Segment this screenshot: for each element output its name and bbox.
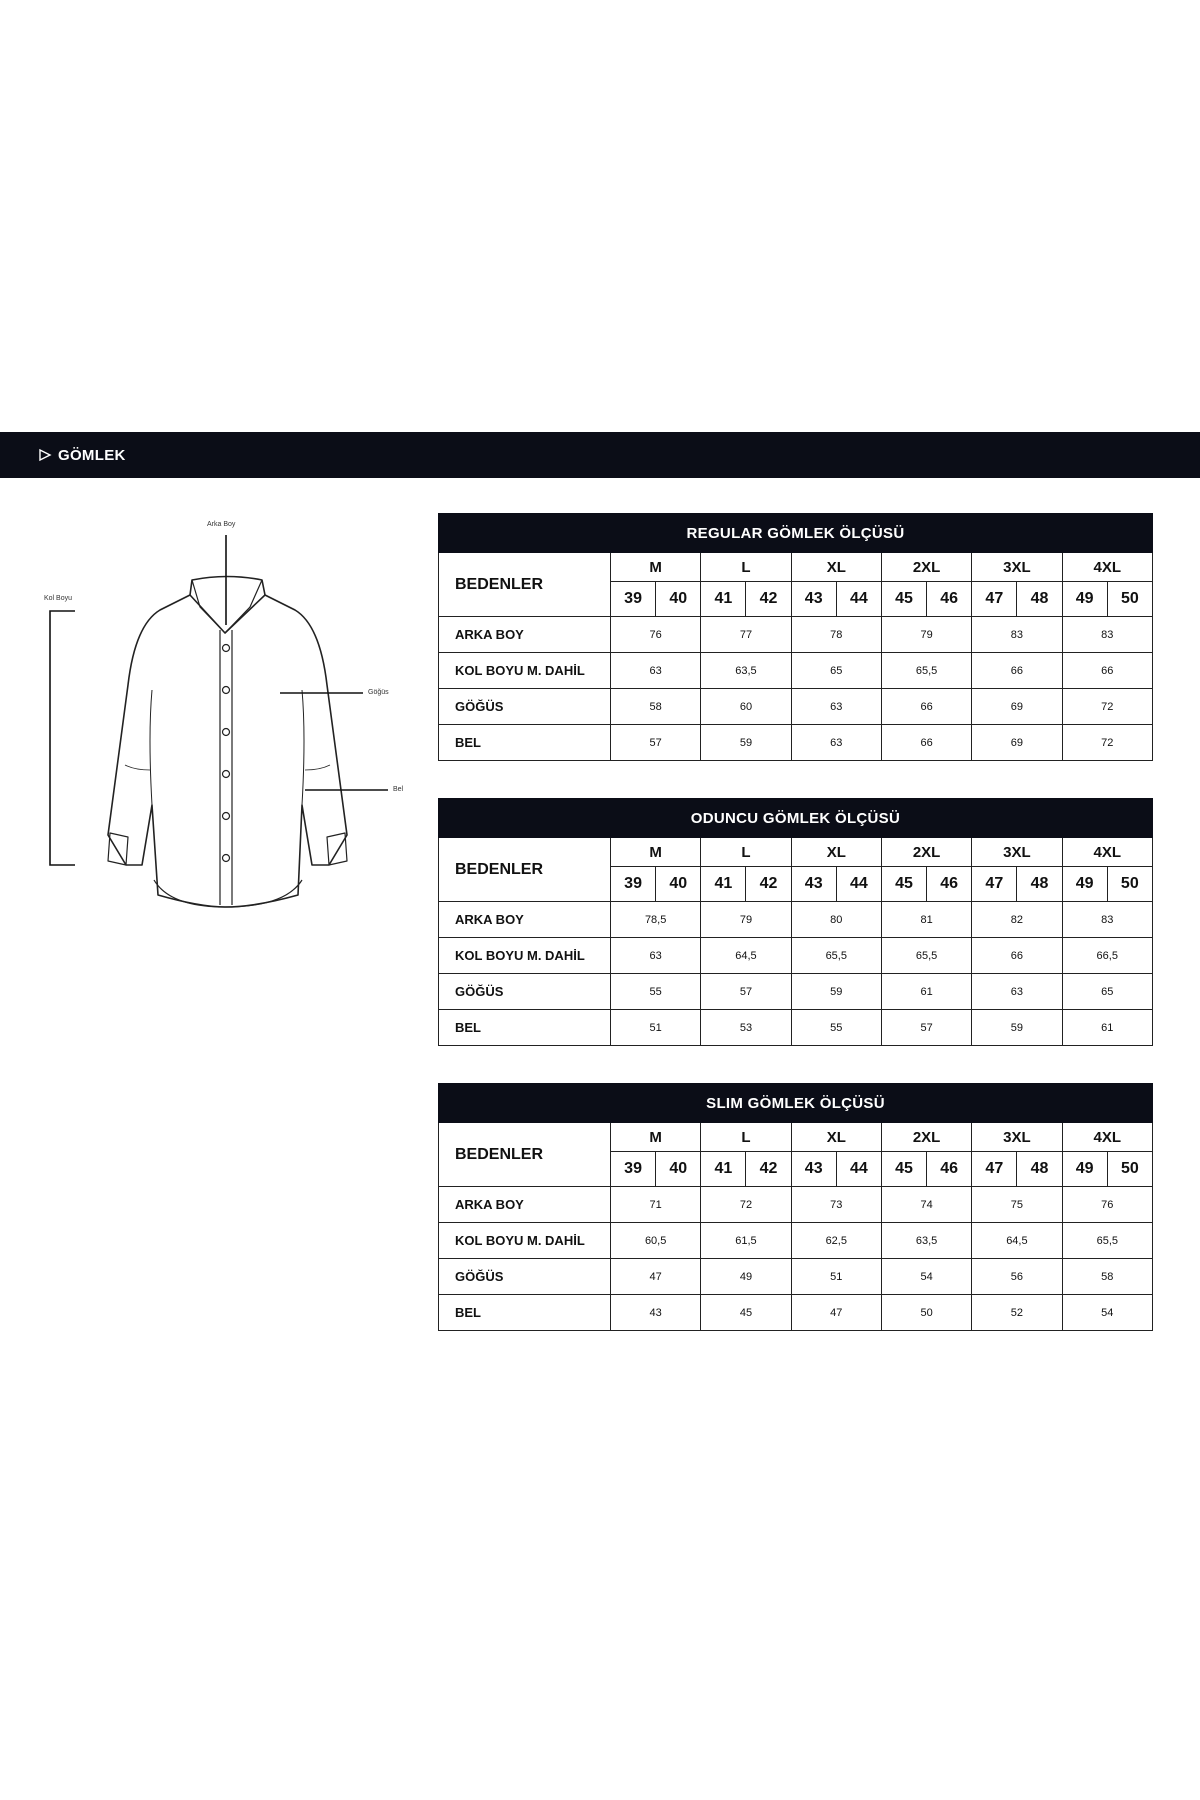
value-cell: 63 — [791, 725, 881, 761]
size-number: 40 — [656, 1152, 701, 1187]
value-cell: 55 — [791, 1010, 881, 1046]
row-label: KOL BOYU M. DAHİL — [439, 938, 611, 974]
value-cell: 62,5 — [791, 1223, 881, 1259]
value-cell: 76 — [611, 617, 701, 653]
size-number: 46 — [927, 867, 972, 902]
size-header: L — [701, 1123, 791, 1152]
value-cell: 80 — [791, 902, 881, 938]
value-cell: 63 — [611, 653, 701, 689]
value-cell: 54 — [1062, 1295, 1152, 1331]
table-row — [439, 1010, 1153, 1046]
value-cell: 49 — [701, 1259, 791, 1295]
size-number: 49 — [1062, 582, 1107, 617]
value-cell: 76 — [1062, 1187, 1152, 1223]
row-label: GÖĞÜS — [439, 974, 611, 1010]
size-number: 45 — [881, 1152, 926, 1187]
table-title: SLIM GÖMLEK ÖLÇÜSÜ — [439, 1084, 1153, 1123]
table-title: ODUNCU GÖMLEK ÖLÇÜSÜ — [439, 799, 1153, 838]
table-row — [439, 1295, 1153, 1331]
value-cell: 60 — [701, 689, 791, 725]
value-cell: 57 — [611, 725, 701, 761]
value-cell: 79 — [881, 617, 971, 653]
size-table-slim — [438, 1083, 1152, 1331]
value-cell: 78 — [791, 617, 881, 653]
value-cell: 50 — [881, 1295, 971, 1331]
value-cell: 66 — [881, 689, 971, 725]
size-number: 49 — [1062, 867, 1107, 902]
size-number: 43 — [791, 1152, 836, 1187]
bedenler-header: BEDENLER — [439, 553, 611, 617]
size-number: 40 — [656, 582, 701, 617]
table-row — [439, 902, 1153, 938]
size-header: M — [611, 553, 701, 582]
size-table-regular — [438, 513, 1152, 761]
row-label: GÖĞÜS — [439, 689, 611, 725]
row-label: BEL — [439, 725, 611, 761]
value-cell: 63,5 — [701, 653, 791, 689]
row-label: KOL BOYU M. DAHİL — [439, 653, 611, 689]
section-header — [0, 432, 1200, 478]
value-cell: 51 — [611, 1010, 701, 1046]
size-header: L — [701, 838, 791, 867]
value-cell: 75 — [972, 1187, 1062, 1223]
gogus-label: Göğüs — [368, 689, 389, 696]
size-number: 41 — [701, 867, 746, 902]
value-cell: 59 — [791, 974, 881, 1010]
value-cell: 59 — [972, 1010, 1062, 1046]
value-cell: 57 — [701, 974, 791, 1010]
size-header: 4XL — [1062, 1123, 1152, 1152]
value-cell: 47 — [791, 1295, 881, 1331]
value-cell: 73 — [791, 1187, 881, 1223]
row-label: KOL BOYU M. DAHİL — [439, 1223, 611, 1259]
value-cell: 55 — [611, 974, 701, 1010]
size-number: 40 — [656, 867, 701, 902]
table-row — [439, 1223, 1153, 1259]
size-number: 39 — [611, 867, 656, 902]
value-cell: 74 — [881, 1187, 971, 1223]
size-header: XL — [791, 1123, 881, 1152]
shirt-illustration — [40, 515, 420, 915]
value-cell: 81 — [881, 902, 971, 938]
size-number: 41 — [701, 1152, 746, 1187]
value-cell: 58 — [1062, 1259, 1152, 1295]
value-cell: 64,5 — [972, 1223, 1062, 1259]
size-number: 50 — [1107, 1152, 1152, 1187]
size-number: 47 — [972, 867, 1017, 902]
value-cell: 61 — [881, 974, 971, 1010]
size-header: 2XL — [881, 1123, 971, 1152]
table-row — [439, 1259, 1153, 1295]
size-table-oduncu — [438, 798, 1152, 1046]
value-cell: 71 — [611, 1187, 701, 1223]
value-cell: 66 — [1062, 653, 1152, 689]
size-number: 48 — [1017, 867, 1062, 902]
size-number: 42 — [746, 867, 791, 902]
size-header: 3XL — [972, 838, 1062, 867]
table-row — [439, 1187, 1153, 1223]
section-title: GÖMLEK — [58, 446, 126, 464]
value-cell: 60,5 — [611, 1223, 701, 1259]
size-header: L — [701, 553, 791, 582]
row-label: GÖĞÜS — [439, 1259, 611, 1295]
value-cell: 77 — [701, 617, 791, 653]
value-cell: 72 — [701, 1187, 791, 1223]
value-cell: 65 — [791, 653, 881, 689]
row-label: BEL — [439, 1295, 611, 1331]
size-header: M — [611, 1123, 701, 1152]
value-cell: 59 — [701, 725, 791, 761]
size-number: 41 — [701, 582, 746, 617]
value-cell: 69 — [972, 725, 1062, 761]
size-number: 39 — [611, 1152, 656, 1187]
arka-boy-label: Arka Boy — [207, 521, 236, 528]
value-cell: 45 — [701, 1295, 791, 1331]
value-cell: 63 — [611, 938, 701, 974]
size-number: 42 — [746, 1152, 791, 1187]
size-number: 49 — [1062, 1152, 1107, 1187]
value-cell: 83 — [1062, 902, 1152, 938]
size-number: 44 — [836, 1152, 881, 1187]
size-number: 43 — [791, 867, 836, 902]
value-cell: 83 — [1062, 617, 1152, 653]
size-number: 47 — [972, 582, 1017, 617]
size-number: 44 — [836, 867, 881, 902]
value-cell: 57 — [881, 1010, 971, 1046]
row-label: ARKA BOY — [439, 902, 611, 938]
value-cell: 63,5 — [881, 1223, 971, 1259]
size-header: M — [611, 838, 701, 867]
value-cell: 65,5 — [1062, 1223, 1152, 1259]
size-number: 46 — [927, 582, 972, 617]
table-row — [439, 689, 1153, 725]
value-cell: 54 — [881, 1259, 971, 1295]
value-cell: 69 — [972, 689, 1062, 725]
table-row — [439, 974, 1153, 1010]
row-label: ARKA BOY — [439, 617, 611, 653]
size-number: 43 — [791, 582, 836, 617]
size-header: XL — [791, 553, 881, 582]
value-cell: 47 — [611, 1259, 701, 1295]
shirt-measurement-diagram — [40, 515, 420, 915]
value-cell: 65 — [1062, 974, 1152, 1010]
value-cell: 56 — [972, 1259, 1062, 1295]
value-cell: 65,5 — [881, 653, 971, 689]
table-row — [439, 617, 1153, 653]
size-number: 48 — [1017, 582, 1062, 617]
bedenler-header: BEDENLER — [439, 1123, 611, 1187]
value-cell: 58 — [611, 689, 701, 725]
size-number: 44 — [836, 582, 881, 617]
table-row — [439, 938, 1153, 974]
value-cell: 66 — [881, 725, 971, 761]
value-cell: 64,5 — [701, 938, 791, 974]
size-number: 45 — [881, 867, 926, 902]
value-cell: 66,5 — [1062, 938, 1152, 974]
size-header: 4XL — [1062, 553, 1152, 582]
value-cell: 53 — [701, 1010, 791, 1046]
size-header: 2XL — [881, 553, 971, 582]
size-number: 50 — [1107, 582, 1152, 617]
value-cell: 65,5 — [881, 938, 971, 974]
value-cell: 79 — [701, 902, 791, 938]
size-header: 2XL — [881, 838, 971, 867]
value-cell: 52 — [972, 1295, 1062, 1331]
row-label: ARKA BOY — [439, 1187, 611, 1223]
value-cell: 83 — [972, 617, 1062, 653]
table-row — [439, 725, 1153, 761]
size-header: XL — [791, 838, 881, 867]
value-cell: 66 — [972, 653, 1062, 689]
value-cell: 63 — [972, 974, 1062, 1010]
size-header: 3XL — [972, 1123, 1062, 1152]
size-number: 45 — [881, 582, 926, 617]
value-cell: 82 — [972, 902, 1062, 938]
value-cell: 43 — [611, 1295, 701, 1331]
table-row — [439, 653, 1153, 689]
size-number: 42 — [746, 582, 791, 617]
size-number: 39 — [611, 582, 656, 617]
size-number: 50 — [1107, 867, 1152, 902]
value-cell: 72 — [1062, 689, 1152, 725]
value-cell: 61 — [1062, 1010, 1152, 1046]
table-title: REGULAR GÖMLEK ÖLÇÜSÜ — [439, 514, 1153, 553]
value-cell: 66 — [972, 938, 1062, 974]
bel-label: Bel — [393, 786, 404, 793]
kol-boyu-label: Kol Boyu — [44, 595, 73, 602]
bedenler-header: BEDENLER — [439, 838, 611, 902]
size-number: 46 — [927, 1152, 972, 1187]
row-label: BEL — [439, 1010, 611, 1046]
value-cell: 78,5 — [611, 902, 701, 938]
size-header: 4XL — [1062, 838, 1152, 867]
size-number: 48 — [1017, 1152, 1062, 1187]
size-header: 3XL — [972, 553, 1062, 582]
size-number: 47 — [972, 1152, 1017, 1187]
value-cell: 51 — [791, 1259, 881, 1295]
value-cell: 63 — [791, 689, 881, 725]
play-arrow-icon — [38, 448, 52, 462]
value-cell: 72 — [1062, 725, 1152, 761]
value-cell: 65,5 — [791, 938, 881, 974]
value-cell: 61,5 — [701, 1223, 791, 1259]
